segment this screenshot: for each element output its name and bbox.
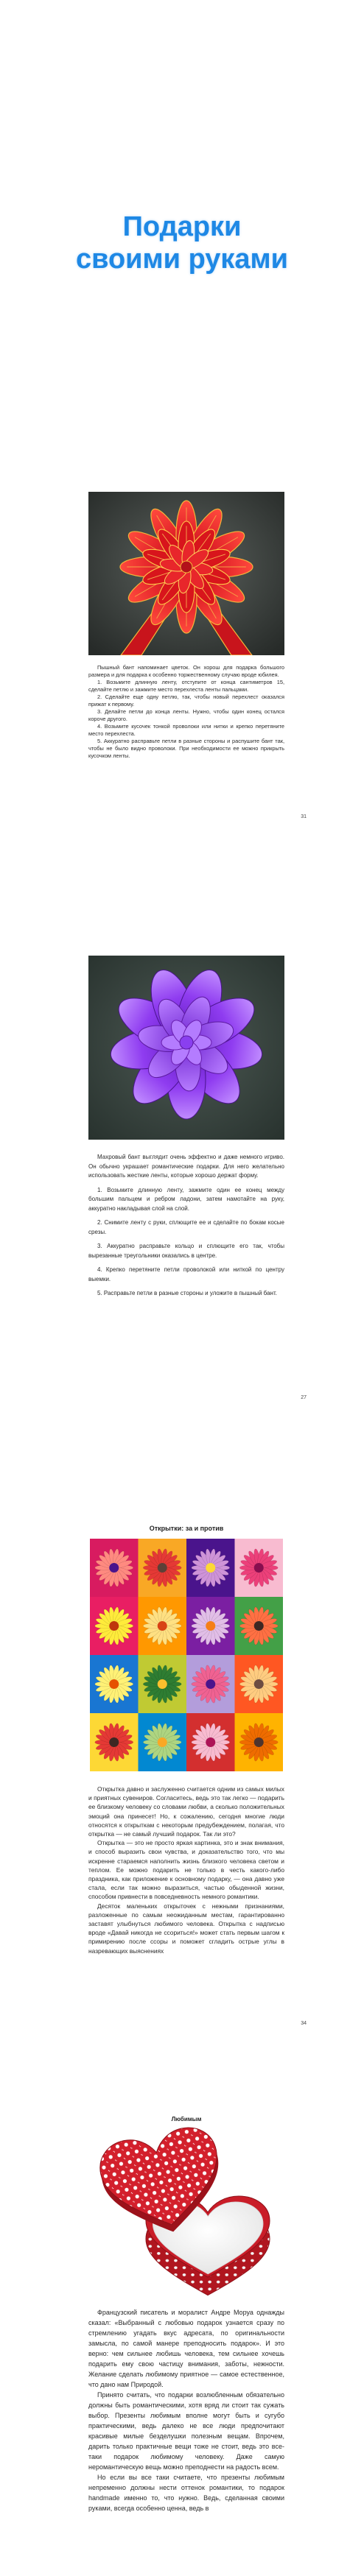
flower-center <box>254 1563 264 1573</box>
flower-center <box>109 1621 119 1631</box>
flower-center <box>206 1621 215 1631</box>
flower-center <box>158 1679 167 1689</box>
step-3: 3. Аккуратно расправьте кольцо и сплющите его так, чтобы вырезанные треугольники оказались в центре. <box>88 1243 284 1259</box>
red-bow-image <box>88 492 284 655</box>
page-text <box>88 1153 284 1304</box>
page-text <box>88 1785 284 1955</box>
book-title-line-1: Подарки <box>122 211 242 242</box>
flower-tile <box>186 1539 235 1597</box>
page-text <box>88 2307 284 2513</box>
heart-gift-box-image <box>87 2126 286 2299</box>
flower-center <box>158 1737 167 1747</box>
page-number: 31 <box>301 814 307 819</box>
flower-center <box>206 1563 215 1573</box>
flower-center <box>109 1679 119 1689</box>
paragraph-2: Открытка — это не просто яркая картинка, это и знак внимания, и способ выразить свои чувства, и доказательство того, что мы искренне стараемся наполнить жизнь близкого человека светом и теплом. Ее можно подарить не только в честь какого-либо праздника, как приложение к основному подарку, — она давно уже стала, если так можно выразиться, частью обыденной жизни, способом привнести в повседневность немного романтики. <box>88 1839 284 1901</box>
paragraph-3: Но если вы все таки считаете, что презенты любимым непременно должны нести оттенок романтики, то подарок handmade именно то, что нужно. Ведь, сделанная своими руками, всегда особенно ценна, ведь в <box>88 2474 284 2512</box>
paragraph-1: Открытка давно и заслуженно считается одним из самых милых и приятных сувениров. Согласитесь, ведь это так легко — подарить ее близкому человеку со словами любви, а сколько положительных эмоций она принесет! Но, к сожалению, сегодня многие люди относятся к открыткам с некоторым предубеждением, полагая, что открытка — не самый лучший подарок. Так ли это? <box>88 1785 284 1838</box>
flower-tile <box>186 1655 235 1713</box>
page-text <box>88 664 284 760</box>
flower-cards-grid-image <box>90 1539 283 1771</box>
flower-tile <box>139 1597 187 1655</box>
flower-tile <box>235 1655 284 1713</box>
step-3: 3. Делайте петли до конца ленты. Нужно, чтобы один конец остался короче другого. <box>88 708 284 722</box>
flower-tile <box>235 1597 284 1655</box>
flower-center <box>206 1737 215 1747</box>
intro-paragraph: Махровый бант выглядит очень эффектно и даже немного игриво. Он обычно украшает романтические подарки. Для него желательно использовать жесткие ленты, которые хорошо держат форму. <box>88 1154 284 1179</box>
flower-center <box>254 1621 264 1631</box>
flower-center <box>254 1679 264 1689</box>
flower-tile <box>139 1655 187 1713</box>
section-heading: Любимым <box>171 2116 202 2122</box>
flower-tile <box>139 1713 187 1771</box>
step-5: 5. Расправьте петли в разные стороны и уложите в пышный бант. <box>97 1290 277 1296</box>
flower-tile <box>139 1539 187 1597</box>
book-title-line-2: своими руками <box>75 244 289 275</box>
book-title <box>0 211 364 275</box>
flower-tile <box>186 1713 235 1771</box>
flower-tile <box>90 1539 139 1597</box>
flower-tile <box>186 1597 235 1655</box>
step-4: 4. Крепко перетяните петли проволокой или ниткой по центру выемки. <box>88 1266 284 1282</box>
paragraph-3: Десяток маленьких открыточек с нежными признаниями, разложенные по самым неожиданным местам, гарантированно заставят улыбнуться любимого человека. Открытка с надписью вроде «Давай никогда не ссориться!» может стать первым шагом к примирению после ссоры и поможет сгладить острые углы в назревающих выяснениях <box>88 1902 284 1955</box>
step-5: 5. Аккуратно расправьте петли в разные стороны и распушите бант так, чтобы не было видно проволоки. При необходимости ее можно прикрыть кусочком ленты. <box>88 738 284 759</box>
flower-tile <box>235 1713 284 1771</box>
flower-center <box>109 1563 119 1573</box>
step-2: 2. Сделайте еще одну петлю, так, чтобы новый перехлест оказался прижат к первому. <box>88 694 284 707</box>
section-heading: Открытки: за и против <box>149 1525 224 1532</box>
flower-tile <box>90 1597 139 1655</box>
flower-tile <box>90 1713 139 1771</box>
flower-center <box>158 1621 167 1631</box>
step-1: 1. Возьмите длинную ленту, зажмите один ее конец между большим пальцем и ребром ладони, затем намотайте на руку, аккуратно накладывая слой на слой. <box>88 1186 284 1212</box>
flower-center <box>109 1737 119 1747</box>
bow-knot <box>180 1036 193 1049</box>
flower-center <box>254 1737 264 1747</box>
paragraph-2: Принято считать, что подарки возлюбленным обязательно должны быть романтическими, хотя вряд ли стоит так сужать выбор. Презенты любимым вполне могут быть и сугубо практическими, ведь далеко не все люди предпочитают красивые милые безделушки полезным вещам. Впрочем, дарить только практичные вещи тоже не стоит, ведь это все-таки подарок любимому человеку. Даже самую неромантическую вещь можно преподнести на радость всем. <box>88 2391 284 2471</box>
step-4: 4. Возьмите кусочек тонкой проволоки или нитки и крепко перетяните место перехлеста. <box>88 723 284 737</box>
page-number: 27 <box>301 1395 307 1400</box>
purple-bow-image <box>88 956 284 1140</box>
intro-paragraph: Пышный бант напоминает цветок. Он хорош для подарка большого размера и для подарка к особенно торжественному случаю вроде юбилея. <box>88 664 284 678</box>
step-2: 2. Снимите ленту с руки, сплющите ее и сделайте по бокам косые срезы. <box>88 1219 284 1235</box>
paragraph-1: Французский писатель и моралист Андре Моруа однажды сказал: «Выбранный с любовью подарок узнается сразу по стремлению угадать вкус адресата, по оригинальности замысла, по самой манере преподносить подарок». И это верно: чем сильнее любишь человека, тем сильнее хочешь подарить ему свою частицу внимания, заботы, нежности. Желание сделать любимому приятное — самое естественное, что дано нам Природой. <box>88 2309 284 2388</box>
bow-knot <box>181 561 192 573</box>
page-number: 34 <box>301 2021 307 2026</box>
flower-center <box>206 1679 215 1689</box>
flower-tile <box>235 1539 284 1597</box>
step-1: 1. Возьмите длинную ленту, отступите от конца сантиметров 15, сделайте петлю и зажмите место перехлеста ленты пальцами. <box>88 679 284 693</box>
flower-center <box>158 1563 167 1573</box>
flower-tile <box>90 1655 139 1713</box>
